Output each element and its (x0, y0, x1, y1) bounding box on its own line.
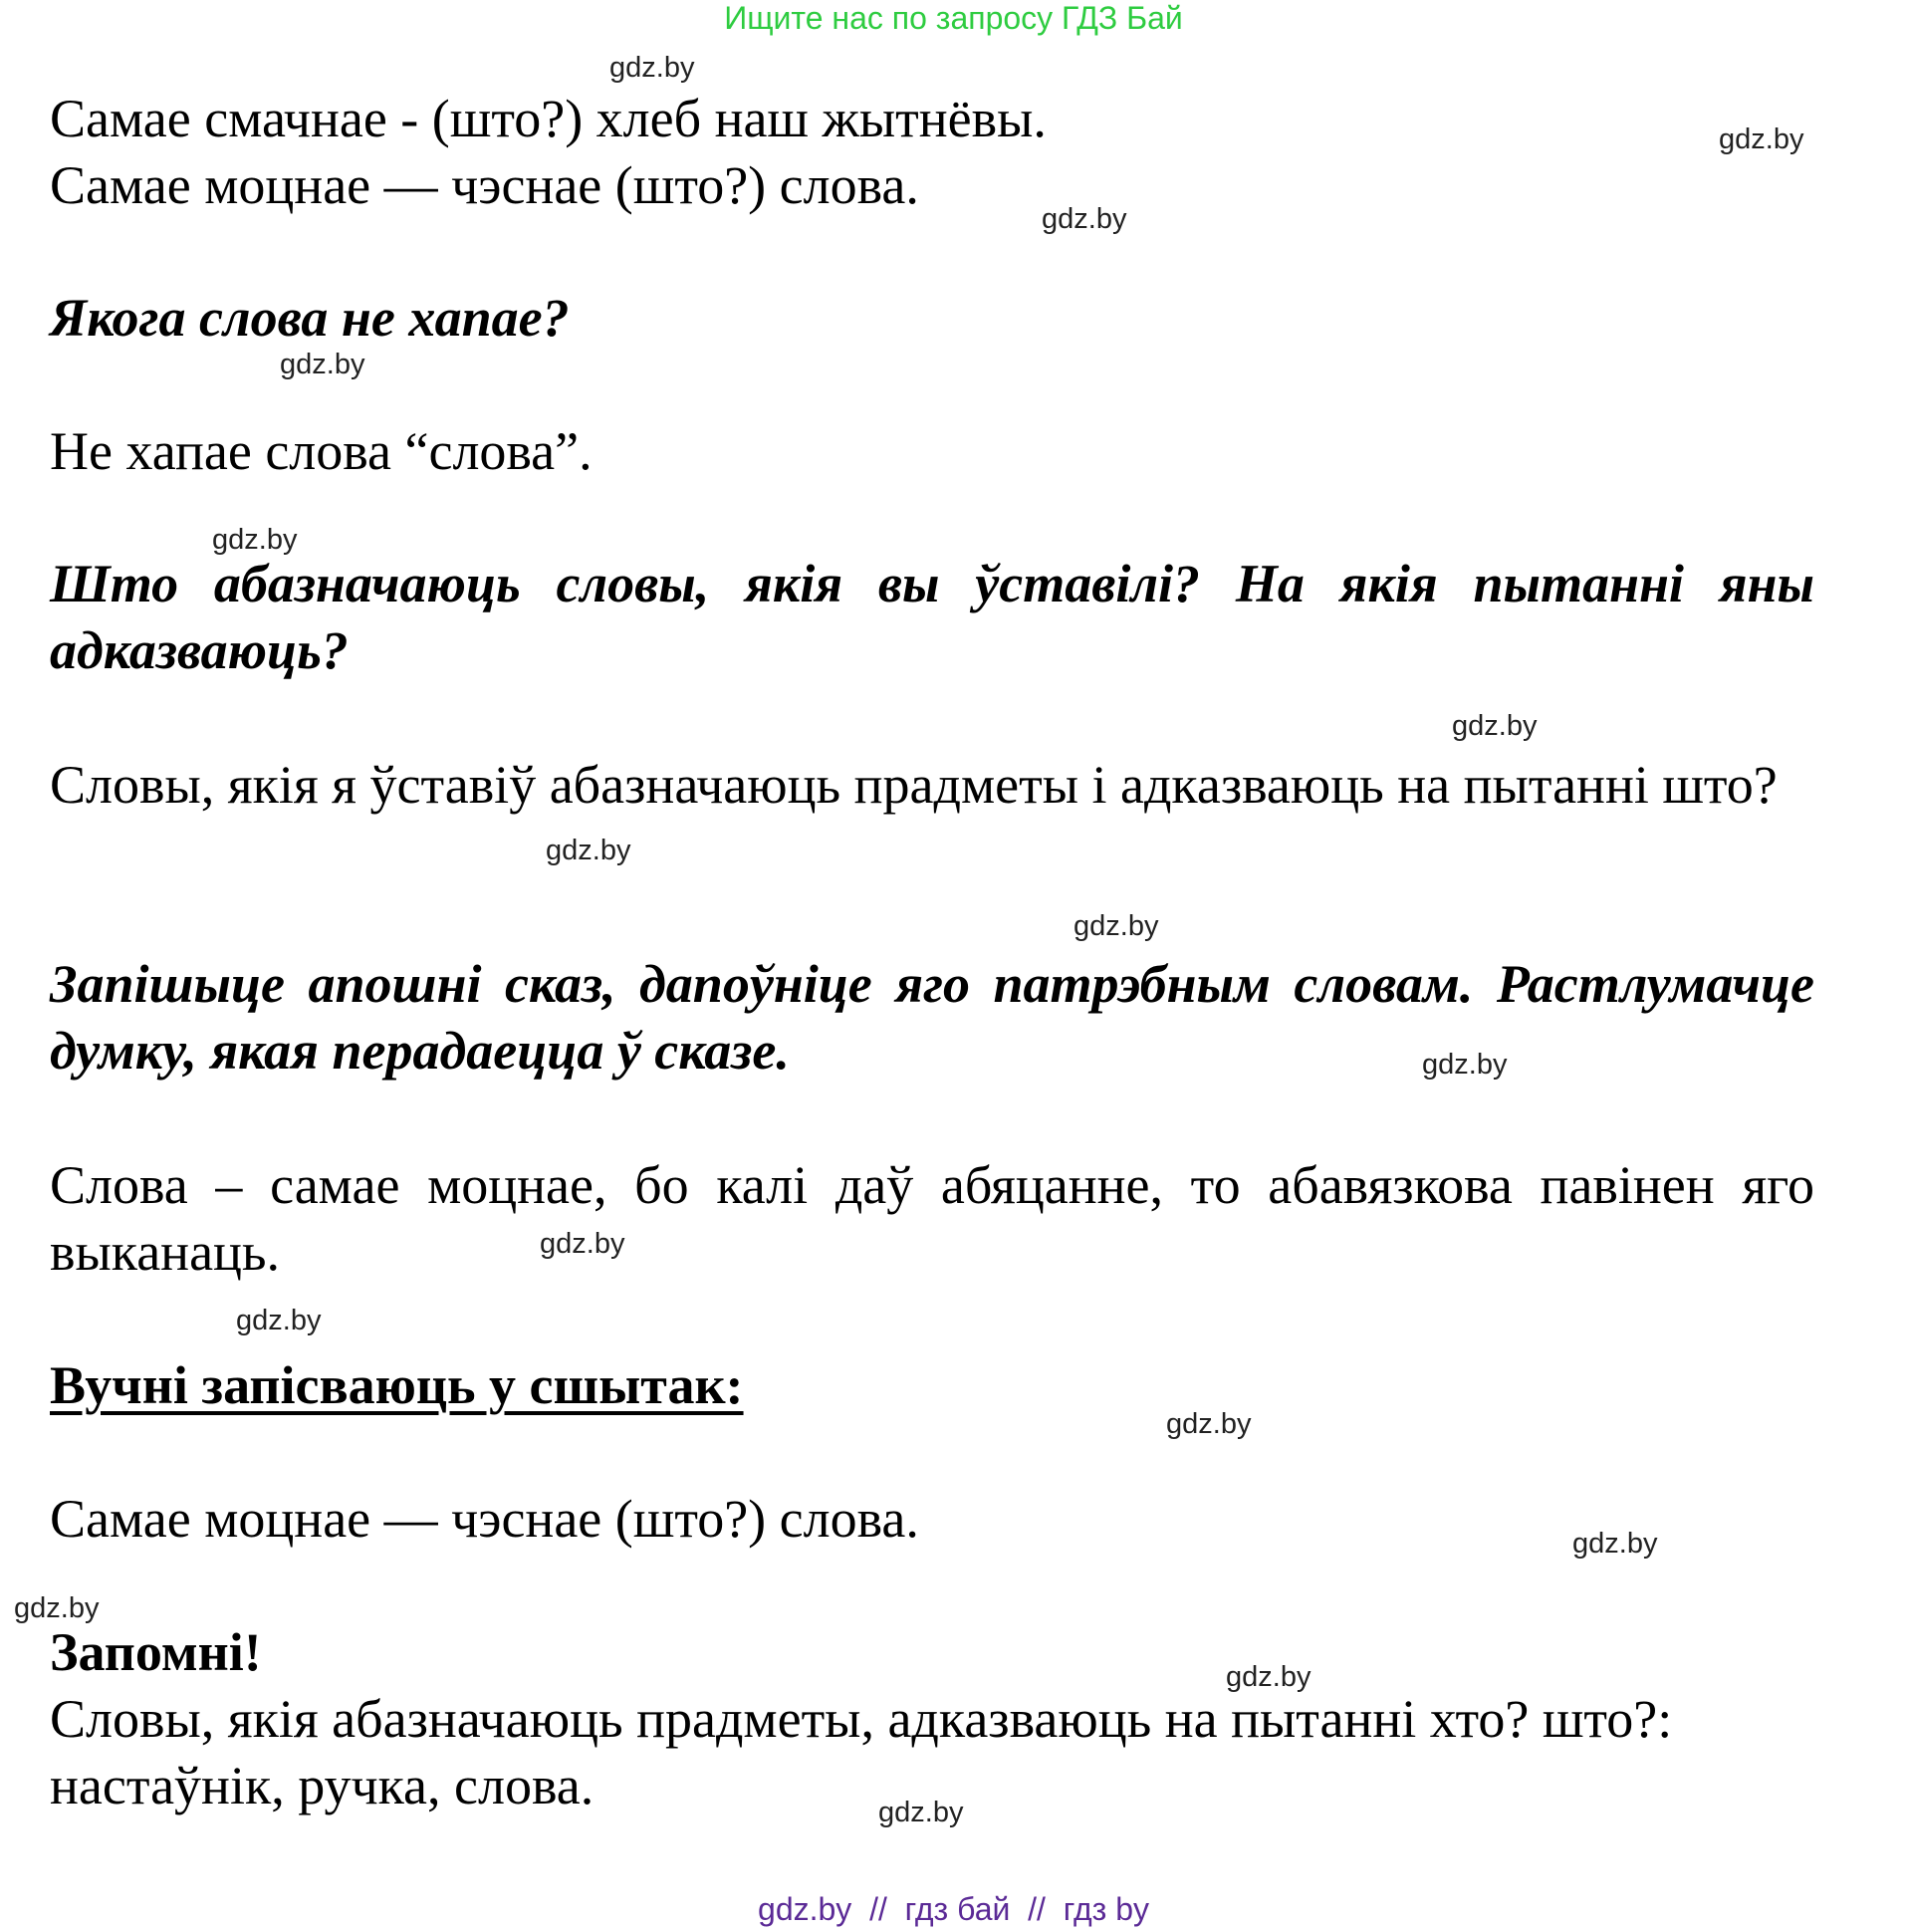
footer-links: gdz.by // гдз бай // гдз by (758, 1891, 1149, 1927)
line-tasty: Самае смачнае - (што?) хлеб наш жытнёвы. (50, 89, 1047, 148)
watermark: gdz.by (546, 835, 631, 866)
watermark: gdz.by (540, 1228, 625, 1260)
notebook-sentence: Самае моцнае — чэснае (што?) слова. (50, 1489, 919, 1549)
watermark: gdz.by (1572, 1528, 1658, 1560)
watermark: gdz.by (1719, 123, 1804, 155)
question-missing-word: Якога слова не хапае? (50, 288, 570, 348)
remember-title: Запомні! (50, 1622, 262, 1682)
watermark: gdz.by (878, 1797, 964, 1828)
watermark: gdz.by (236, 1305, 322, 1336)
watermark: gdz.by (1422, 1049, 1508, 1081)
answer-missing-word: Не хапае слова “слова”. (50, 421, 593, 481)
answer-inserted-words: Словы, якія я ўставіў абазначаюць прадметы і адказваюць на пытанні што? (50, 755, 1778, 815)
watermark: gdz.by (1452, 710, 1538, 742)
question-inserted-words: Што абазначаюць словы, якія вы ўставілі? На якія пытанні яны адказваюць? (50, 554, 1814, 680)
line-strong: Самае моцнае — чэснае (што?) слова. (50, 155, 919, 215)
watermark: gdz.by (1042, 203, 1127, 235)
rule-text: Словы, якія абазначаюць прадметы, адказваюць на пытанні хто? што?: настаўнік, ручка, слова. (50, 1689, 1673, 1815)
search-banner: Ищите нас по запросу ГДЗ Бай (724, 0, 1183, 36)
watermark: gdz.by (14, 1592, 100, 1624)
watermark: gdz.by (1166, 1408, 1252, 1440)
answer-sentence-meaning: Слова – самае моцнае, бо калі даў абяцанне, то абавязкова павінен яго выканаць. (50, 1155, 1814, 1282)
watermark: gdz.by (1226, 1661, 1311, 1693)
watermark: gdz.by (212, 524, 298, 556)
watermark: gdz.by (280, 349, 365, 380)
section-heading-notebook: Вучні запісваюць у сшытак: (50, 1355, 744, 1415)
watermark: gdz.by (1073, 910, 1159, 942)
question-write-sentence: Запішыце апошні сказ, дапоўніце яго патрэбным словам. Растлумачце думку, якая перадаецца ў сказе. (50, 954, 1814, 1081)
watermark: gdz.by (609, 52, 695, 84)
